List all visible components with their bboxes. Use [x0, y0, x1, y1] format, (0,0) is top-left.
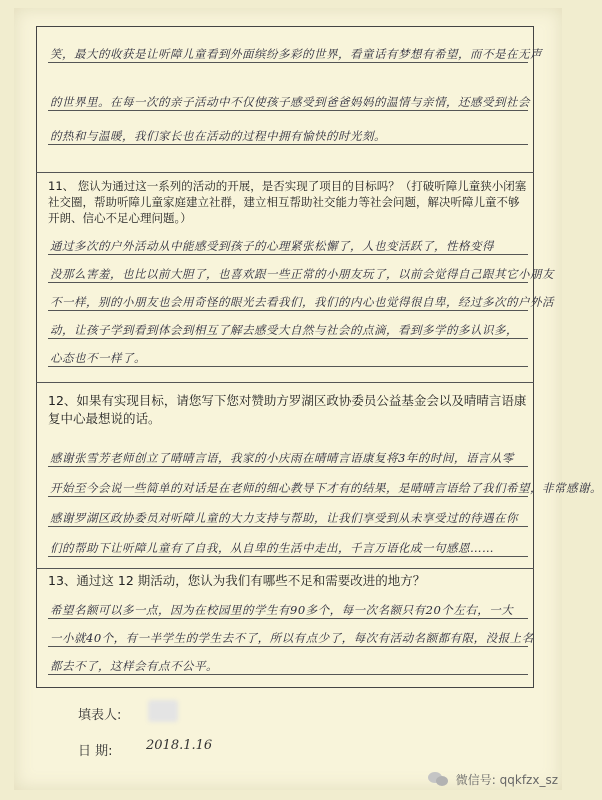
handwritten-line: 一小就40个，有一半学生的学生去不了，所以有点少了，每次有活动名额都有限，没报上名 [50, 631, 534, 645]
ruled-line [48, 366, 528, 367]
ruled-line [48, 338, 528, 339]
ruled-line [48, 496, 528, 497]
handwritten-line: 笑，最大的收获是让听障儿童看到外面缤纷多彩的世界，看童话有梦想有希望，而不是在无声 [50, 47, 542, 61]
handwritten-line: 希望名额可以多一点，因为在校园里的学生有90多个，每一次名额只有20个左右，一大 [50, 603, 514, 617]
watermark-text: 微信号: qqkfzx_sz [455, 772, 558, 787]
handwritten-line: 心态也不一样了。 [50, 351, 146, 365]
handwritten-line: 开始至今会说一些简单的对话是在老师的细心教导下才有的结果，是晴晴言语给了我们希望，非常感谢。 [50, 481, 602, 495]
ruled-line [48, 282, 528, 283]
redacted-name [148, 700, 178, 722]
handwritten-line: 的世界里。在每一次的亲子活动中不仅使孩子感受到爸爸妈妈的温情与亲情，还感受到社会 [50, 95, 530, 109]
handwritten-line: 都去不了，这样会有点不公平。 [50, 659, 218, 673]
wechat-icon [428, 770, 450, 788]
handwritten-line: 不一样，别的小朋友也会用奇怪的眼光去看我们，我们的内心也觉得很自卑，经过多次的户外活 [50, 295, 554, 309]
ruled-line [48, 556, 528, 557]
section-divider [36, 172, 534, 173]
question-12: 12、如果有实现目标，请您写下您对赞助方罗湖区政协委员公益基金会以及晴晴言语康复中心最想说的话。 [48, 393, 527, 426]
handwritten-line: 感谢罗湖区政协委员对听障儿童的大力支持与帮助，让我们享受到从未享受过的待遇在你 [50, 511, 518, 525]
ruled-line [48, 526, 528, 527]
ruled-line [48, 254, 528, 255]
question-11: 11、 您认为通过这一系列的活动的开展，是否实现了项目的目标吗？（打破听障儿童狭小闭塞社交圈，帮助听障儿童家庭建立社群，建立相互帮助社交能力等社会问题，解决听障儿童不够开朗、信心不足心理问题。） [48, 179, 527, 225]
ruled-line [48, 62, 528, 63]
handwritten-line: 们的帮助下让听障儿童有了自我，从自卑的生活中走出，千言万语化成一句感恩…… [50, 541, 494, 555]
watermark [428, 770, 558, 788]
ruled-line [48, 466, 528, 467]
ruled-line [48, 646, 528, 647]
handwritten-line: 动，让孩子学到看到体会到相互了解去感受大自然与社会的点滴，看到多学的多认识多， [50, 323, 518, 337]
ruled-line [48, 618, 528, 619]
handwritten-line: 感谢张雪芳老师创立了晴晴言语，我家的小庆雨在晴晴言语康复将3年的时间，语言从零 [50, 451, 514, 465]
handwritten-line: 的热和与温暖，我们家长也在活动的过程中拥有愉快的时光刻。 [50, 129, 386, 143]
date-label: 日 期: [78, 744, 113, 759]
filler-label: 填表人: [78, 708, 122, 723]
date-value: 2018.1.16 [146, 738, 213, 753]
section-divider [36, 382, 534, 383]
ruled-line [48, 110, 528, 111]
section-divider [36, 568, 534, 569]
question-13: 13、通过这 12 期活动，您认为我们有哪些不足和需要改进的地方？ [48, 573, 426, 588]
handwritten-line: 通过多次的户外活动从中能感受到孩子的心理紧张松懈了，人也变活跃了，性格变得 [50, 239, 494, 253]
handwritten-line: 没那么害羞，也比以前大胆了，也喜欢跟一些正常的小朋友玩了，以前会觉得自己跟其它小朋友 [50, 267, 554, 281]
ruled-line [48, 310, 528, 311]
ruled-line [48, 674, 528, 675]
ruled-line [48, 144, 528, 145]
